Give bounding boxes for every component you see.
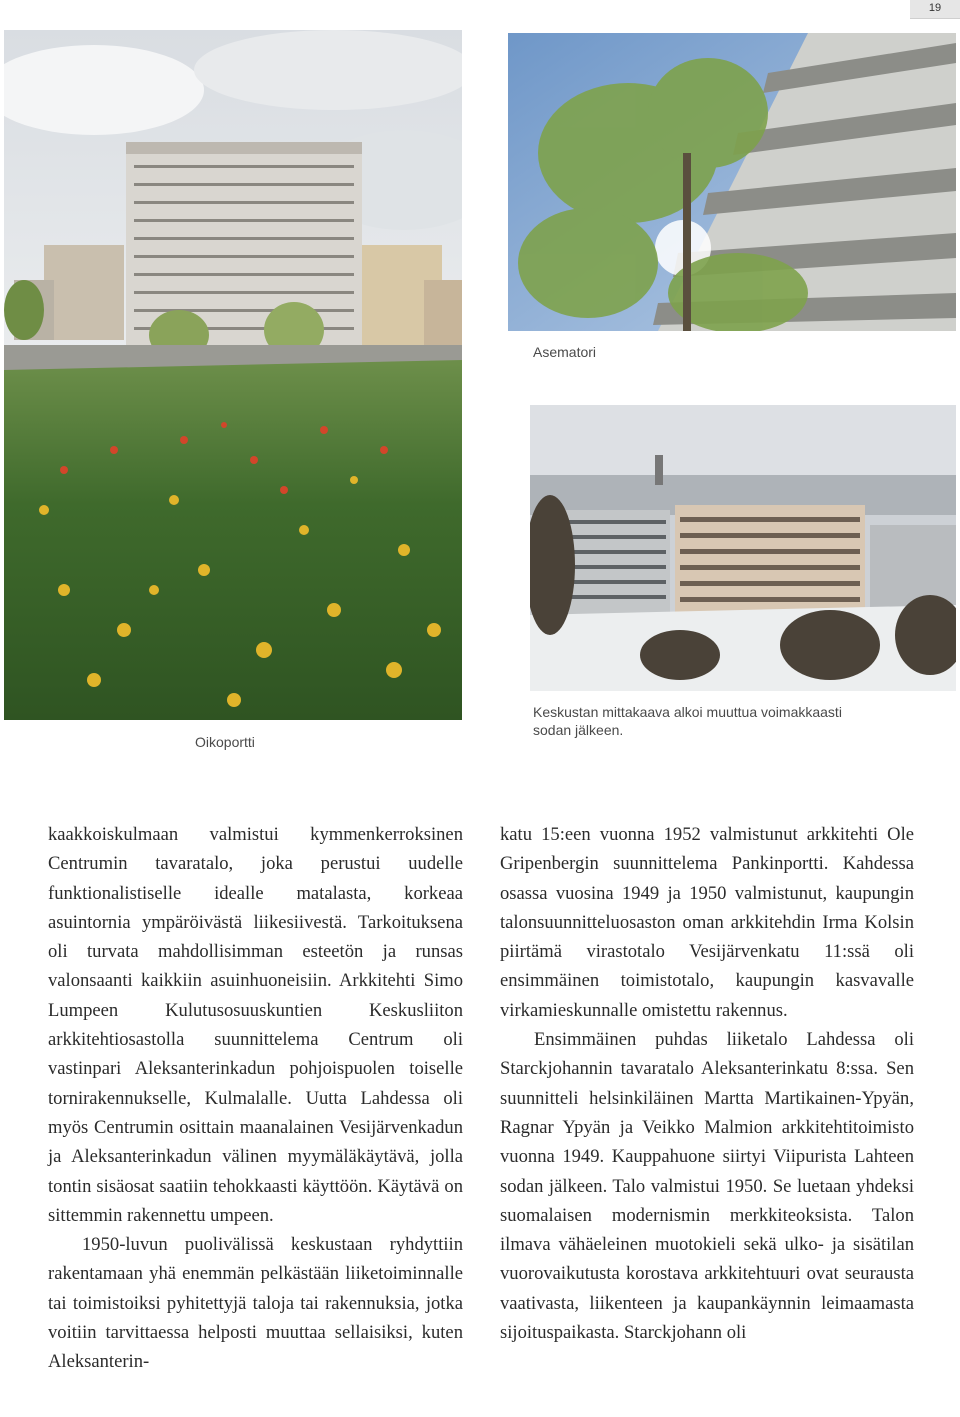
oikoportti-photo xyxy=(4,30,462,720)
left-paragraph-1: kaakkoiskulmaan valmistui kymmenkerroksinen Centrumin tavaratalo, joka perustui uudelle funktionalistiselle idealle matalasta, korkeaa asuintornia ympäröivästä liikesiivestä. Tarkoituksena oli turvata mahdollisimman esteetön ja runsas valonsaanti kaikkiin asuinhuoneisiin. Arkkitehti Simo Lumpeen Kulutusosuuskuntien Keskusliiton arkkitehtiosastolla suunnittelema Centrum oli vastinpari Aleksanterinkadun pohjoispuolen toiselle tornirakennukselle, Kulmalalle. Uutta Lahdessa oli myös Centrumin osittain maanalainen Vesijärvenkadun ja Aleksanterinkadun välinen myymäläkäytävä, jolla tontin sisäosat saatiin tehokkaasti käyttöön. Käytävä on sittemmin rakennettu umpeen. xyxy=(48,824,463,1226)
oikoportti-caption: Oikoportti xyxy=(195,734,255,750)
keskusta-caption: Keskustan mittakaava alkoi muuttua voimakkaasti sodan jälkeen. xyxy=(533,704,842,738)
asematori-caption: Asematori xyxy=(533,344,597,360)
article-right-column xyxy=(500,820,914,1347)
asematori-photo xyxy=(508,33,956,331)
right-paragraph-1: katu 15:een vuonna 1952 valmistunut arkkitehti Ole Gripenbergin suunnittelema Pankinportti. Kahdessa osassa vuosina 1949 ja 1950 valmistunut, kaupungin talonsuunnitteluosaston oman arkkitehdin Irma Kolsin piirtämä virastotalo Vesijärvenkatu 11:ssä oli ensimmäinen toimistotalo, kaupungin kasvavalle virkamieskunnalle omistettu rakennus. xyxy=(500,824,914,1021)
page-number: 19 xyxy=(910,0,960,19)
keskusta-photo xyxy=(530,405,956,691)
right-paragraph-2: Ensimmäinen puhdas liiketalo Lahdessa oli Starckjohannin tavaratalo Aleksanterinkatu 8:ssa. Sen suunnitteli helsinkiläinen Martta Martikainen-Ypyän, Ragnar Ypyän ja Veikko Malmion arkkitehtitoimisto vuonna 1949. Kauppahuone siirtyi Viipurista Lahteen sodan jälkeen. Talo valmistui 1950. Se luetaan yhdeksi suomalaisen modernismin merkkiteoksista. Talon ilmava vähäeleinen muotokieli sekä ulko- ja sisätilan vuorovaikutusta korostava arkkitehtuuri ovat seurausta vaativasta, liikenteen ja kaupankäynnin leimaamasta sijoituspaikasta. Starckjohann oli xyxy=(500,1029,914,1344)
left-paragraph-2: 1950-luvun puolivälissä keskustaan ryhdyttiin rakentamaan yhä enemmän pelkästään liiketoiminnalle tai toimistoiksi pyhitettyjä taloja tai rakennuksia, jotka voitiin tarvittaessa helposti muuttaa sellaisiksi, kuten Aleksanterin- xyxy=(48,1234,463,1373)
article-left-column xyxy=(48,820,463,1377)
